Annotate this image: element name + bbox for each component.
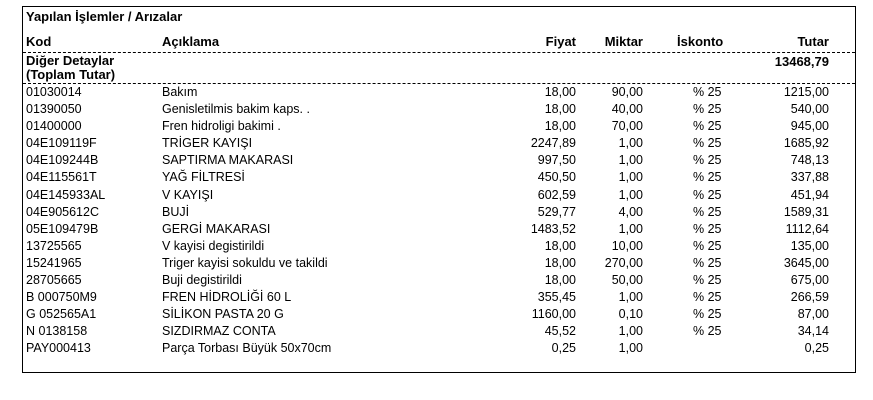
cell-fiyat: 0,25: [551, 341, 576, 356]
table-row: [23, 153, 855, 170]
table-row: [23, 119, 855, 136]
table-row: [23, 256, 855, 273]
cell-fiyat: 355,45: [537, 290, 576, 305]
cell-tutar: 1685,92: [783, 136, 829, 151]
summary-label-line2: (Toplam Tutar): [26, 67, 116, 82]
cell-iskonto: % 25: [693, 170, 722, 185]
table-row: [23, 239, 855, 256]
cell-tutar: 135,00: [790, 238, 829, 253]
table-row: [23, 290, 855, 307]
table-row: [23, 102, 855, 119]
cell-fiyat: 18,00: [544, 102, 576, 117]
cell-iskonto: % 25: [693, 102, 722, 117]
cell-iskonto: % 25: [693, 273, 722, 288]
table-row: [23, 307, 855, 324]
cell-kod: 01400000: [26, 119, 82, 134]
table-row: [23, 136, 855, 153]
cell-fiyat: 18,00: [544, 85, 576, 99]
cell-iskonto: % 25: [693, 238, 722, 253]
cell-miktar: 1,00: [618, 170, 643, 185]
cell-aciklama: Triger kayisi sokuldu ve takildi: [162, 255, 328, 270]
table-row: [23, 205, 855, 222]
cell-fiyat: 450,50: [537, 170, 576, 185]
cell-iskonto: % 25: [693, 255, 722, 270]
cell-kod: 13725565: [26, 238, 82, 253]
table-row: [23, 273, 855, 290]
col-header-fiyat: Fiyat: [545, 34, 576, 49]
cell-tutar: 266,59: [790, 290, 829, 305]
cell-iskonto: % 25: [693, 324, 722, 339]
cell-miktar: 1,00: [618, 341, 643, 356]
col-header-kod: Kod: [26, 34, 52, 49]
cell-kod: B 000750M9: [26, 290, 97, 305]
cell-miktar: 1,00: [618, 221, 643, 236]
cell-miktar: 1,00: [618, 324, 643, 339]
cell-aciklama: SIZDIRMAZ CONTA: [162, 324, 276, 339]
table-row: [23, 222, 855, 239]
cell-aciklama: GERGİ MAKARASI: [162, 221, 271, 236]
cell-aciklama: FREN HİDROLİĞİ 60 L: [162, 290, 292, 305]
operations-table: [22, 6, 856, 373]
cell-tutar: 1589,31: [783, 204, 829, 219]
cell-aciklama: Bakım: [162, 85, 198, 99]
cell-tutar: 0,25: [804, 341, 829, 356]
cell-miktar: 270,00: [604, 255, 643, 270]
cell-aciklama: Fren hidroligi bakimi .: [162, 119, 281, 134]
cell-kod: 04E109119F: [26, 136, 97, 151]
cell-fiyat: 2247,89: [530, 136, 576, 151]
cell-iskonto: % 25: [693, 119, 722, 134]
cell-miktar: 0,10: [618, 307, 643, 322]
cell-fiyat: 602,59: [537, 187, 576, 202]
cell-aciklama: YAĞ FİLTRESİ: [162, 170, 245, 185]
cell-miktar: 90,00: [611, 85, 643, 99]
cell-miktar: 50,00: [611, 273, 643, 288]
cell-aciklama: SAPTIRMA MAKARASI: [162, 153, 294, 168]
cell-fiyat: 18,00: [544, 273, 576, 288]
cell-aciklama: Buji degistirildi: [162, 273, 242, 288]
cell-iskonto: % 25: [693, 85, 722, 99]
cell-miktar: 1,00: [618, 153, 643, 168]
cell-kod: G 052565A1: [26, 307, 97, 322]
cell-aciklama: Parça Torbası Büyük 50x70cm: [162, 341, 332, 356]
cell-kod: 05E109479B: [26, 221, 99, 236]
section-title: Yapılan İşlemler / Arızalar: [26, 9, 183, 24]
cell-kod: 04E109244B: [26, 153, 99, 168]
cell-aciklama: SİLİKON PASTA 20 G: [162, 307, 284, 322]
col-header-iskonto: İskonto: [677, 34, 724, 49]
cell-aciklama: TRİGER KAYIŞI: [162, 136, 253, 151]
cell-aciklama: V KAYIŞI: [162, 187, 214, 202]
cell-kod: 28705665: [26, 273, 82, 288]
cell-tutar: 1112,64: [785, 221, 829, 236]
cell-kod: 04E905612C: [26, 204, 99, 219]
cell-miktar: 4,00: [618, 204, 643, 219]
cell-miktar: 10,00: [611, 238, 643, 253]
cell-fiyat: 18,00: [544, 255, 576, 270]
cell-kod: 01390050: [26, 102, 82, 117]
cell-iskonto: % 25: [693, 290, 722, 305]
cell-iskonto: % 25: [693, 204, 722, 219]
cell-kod: N 0138158: [26, 324, 88, 339]
cell-iskonto: % 25: [693, 307, 722, 322]
cell-kod: 01030014: [26, 85, 82, 99]
cell-tutar: 748,13: [790, 153, 829, 168]
cell-iskonto: % 25: [693, 187, 722, 202]
cell-tutar: 87,00: [797, 307, 829, 322]
cell-kod: PAY000413: [26, 341, 91, 356]
summary-divider: [23, 83, 855, 84]
cell-miktar: 1,00: [618, 187, 643, 202]
cell-fiyat: 18,00: [544, 119, 576, 134]
col-header-miktar: Miktar: [604, 34, 643, 49]
cell-miktar: 1,00: [618, 290, 643, 305]
table-row: [23, 341, 855, 358]
cell-fiyat: 997,50: [537, 153, 576, 168]
cell-miktar: 40,00: [611, 102, 643, 117]
header-divider: [23, 52, 855, 53]
cell-fiyat: 45,52: [544, 324, 576, 339]
cell-iskonto: % 25: [693, 136, 722, 151]
cell-miktar: 70,00: [611, 119, 643, 134]
cell-aciklama: Genisletilmis bakim kaps. .: [162, 102, 310, 117]
col-header-aciklama: Açıklama: [162, 34, 220, 49]
summary-total: 13468,79: [774, 54, 829, 69]
cell-tutar: 540,00: [790, 102, 829, 117]
cell-tutar: 451,94: [790, 187, 829, 202]
cell-aciklama: V kayisi degistirildi: [162, 238, 265, 253]
cell-miktar: 1,00: [618, 136, 643, 151]
cell-iskonto: % 25: [693, 221, 722, 236]
table-row: [23, 324, 855, 341]
cell-tutar: 337,88: [790, 170, 829, 185]
table-row: [23, 85, 855, 102]
cell-tutar: 945,00: [790, 119, 829, 134]
summary-label-line1: Diğer Detaylar: [26, 53, 115, 68]
col-header-tutar: Tutar: [797, 34, 829, 49]
cell-tutar: 675,00: [790, 273, 829, 288]
cell-fiyat: 529,77: [537, 204, 576, 219]
cell-tutar: 3645,00: [783, 255, 829, 270]
cell-kod: 15241965: [26, 255, 82, 270]
cell-tutar: 34,14: [797, 324, 829, 339]
cell-iskonto: % 25: [693, 153, 722, 168]
table-row: [23, 170, 855, 187]
cell-fiyat: 18,00: [544, 238, 576, 253]
cell-tutar: 1215,00: [783, 85, 829, 99]
cell-kod: 04E145933AL: [26, 187, 106, 202]
cell-fiyat: 1483,52: [530, 221, 576, 236]
table-row: [23, 188, 855, 205]
cell-aciklama: BUJİ: [162, 204, 190, 219]
table-body: [23, 85, 855, 359]
cell-fiyat: 1160,00: [531, 307, 576, 322]
cell-kod: 04E115561T: [26, 170, 97, 185]
